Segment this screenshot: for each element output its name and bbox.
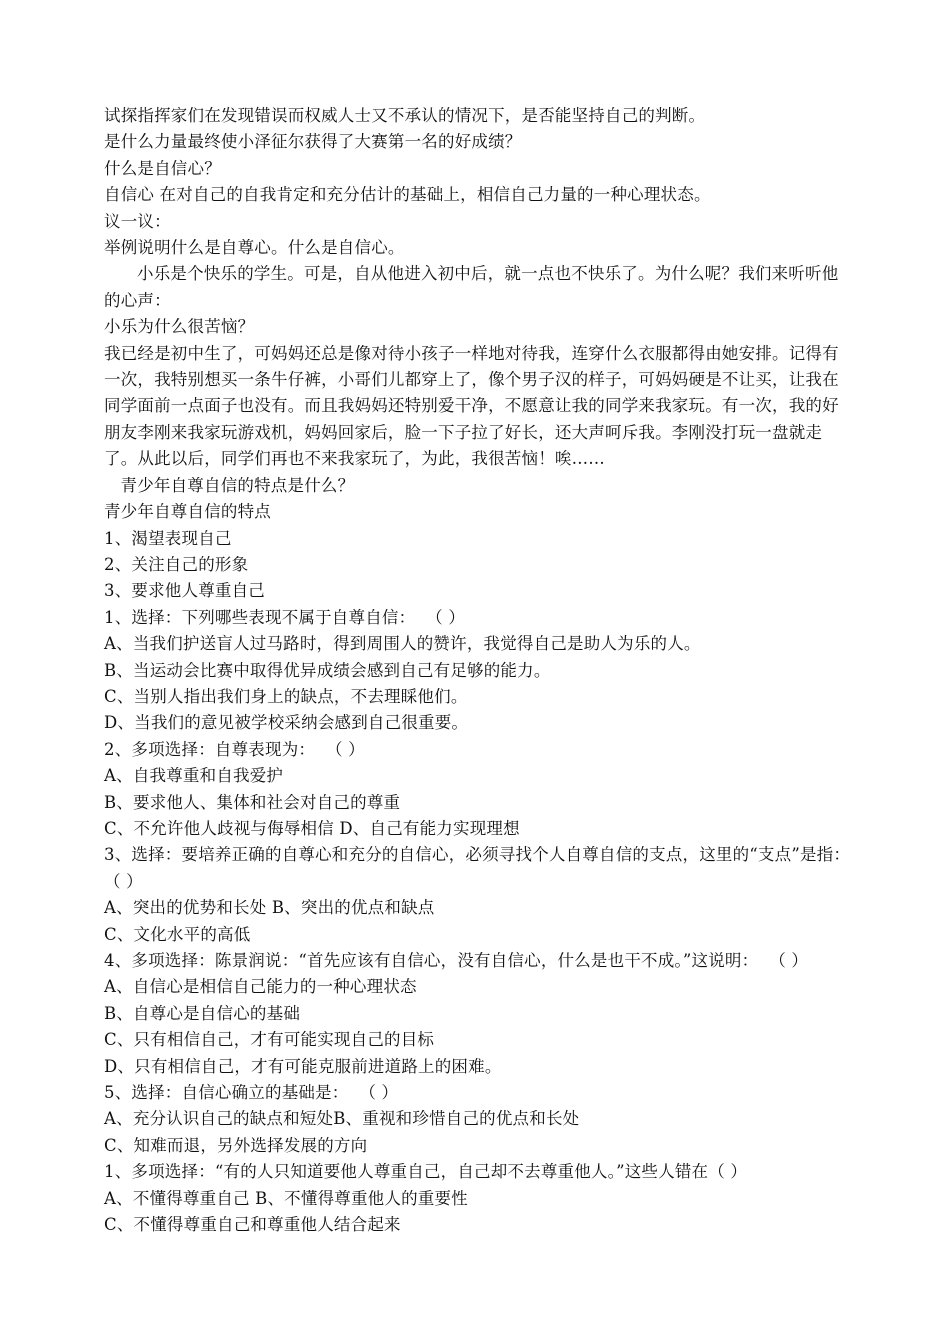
exercise-question: 1、多项选择：“有的人只知道要他人尊重自己，自己却不去尊重他人。”这些人错在（ ） xyxy=(104,1162,748,1182)
exercise-option: A、自信心是相信自己能力的一种心理状态 xyxy=(104,977,417,997)
exercise-option: A、突出的优势和长处 B、突出的优点和缺点 xyxy=(104,898,435,918)
list-item: 1、渴望表现自己 xyxy=(104,528,232,548)
exercise-question: 2、多项选择：自尊表现为： （ ） xyxy=(104,739,365,759)
exercise-option: C、文化水平的高低 xyxy=(104,924,251,944)
question: 青少年自尊自信的特点是什么？ xyxy=(120,475,355,495)
document-body xyxy=(104,103,861,1238)
exercise-option: B、当运动会比赛中取得优异成绩会感到自己有足够的能力。 xyxy=(104,660,551,680)
exercise-question: 4、多项选择：陈景润说：“首先应该有自信心，没有自信心，什么是也干不成。”这说明： （ ） xyxy=(104,951,809,970)
exercise-option: B、要求他人、集体和社会对自己的尊重 xyxy=(104,792,401,812)
exercise-option: B、自尊心是自信心的基础 xyxy=(104,1003,301,1023)
exercise-option: D、当我们的意见被学校采纳会感到自己很重要。 xyxy=(104,713,469,733)
heading: 什么是自信心？ xyxy=(104,158,221,178)
exercise-question: 5、选择：自信心确立的基础是： （ ） xyxy=(104,1083,399,1103)
definition: 自信心 在对自己的自我肯定和充分估计的基础上，相信自己力量的一种心理状态。 xyxy=(104,185,711,205)
exercise-option: D、只有相信自己，才有可能克服前进道路上的困难。 xyxy=(104,1056,502,1076)
paragraph: 举例说明什么是自尊心。什么是自信心。 xyxy=(104,238,405,258)
exercise-option: C、不懂得尊重自己和尊重他人结合起来 xyxy=(104,1215,401,1235)
exercise-option: C、只有相信自己，才有可能实现自己的目标 xyxy=(104,1030,435,1050)
exercise-option: A、不懂得尊重自己 B、不懂得尊重他人的重要性 xyxy=(104,1188,468,1208)
exercise-question: 3、选择：要培养正确的自尊心和充分的自信心，必须寻找个人自尊自信的支点，这里的“支点”是指： （ ） xyxy=(104,845,861,891)
exercise-option: A、自我尊重和自我爱护 xyxy=(104,766,284,786)
exercise-option: C、知难而退，另外选择发展的方向 xyxy=(104,1135,368,1155)
paragraph: 试探指挥家们在发现错误而权威人士又不承认的情况下，是否能坚持自己的判断。 xyxy=(104,106,706,125)
heading: 议一议： xyxy=(104,211,171,231)
exercise-question: 1、选择：下列哪些表现不属于自尊自信： （ ） xyxy=(104,607,466,627)
question: 是什么力量最终使小泽征尔获得了大赛第一名的好成绩？ xyxy=(104,132,522,152)
list-item: 2、关注自己的形象 xyxy=(104,554,249,574)
exercise-option: A、充分认识自己的缺点和短处B、重视和珍惜自己的优点和长处 xyxy=(104,1109,580,1129)
exercise-option: A、当我们护送盲人过马路时，得到周围人的赞许，我觉得自己是助人为乐的人。 xyxy=(104,634,701,654)
list-item: 3、要求他人尊重自己 xyxy=(104,581,265,601)
exercise-option: C、当别人指出我们身上的缺点，不去理睬他们。 xyxy=(104,686,468,706)
heading: 青少年自尊自信的特点 xyxy=(104,502,271,522)
question: 小乐为什么很苦恼？ xyxy=(104,317,255,337)
exercise-option: C、不允许他人歧视与侮辱相信 D、自己有能力实现理想 xyxy=(104,818,520,838)
story-text: 我已经是初中生了，可妈妈还总是像对待小孩子一样地对待我，连穿什么衣服都得由她安排。记得有一次，我特别想买一条牛仔裤，小哥们儿都穿上了，像个男子汉的样子，可妈妈硬是不让买，让我在同学面前一点面子也没有。而且我妈妈还特别爱干净，不愿意让我的同学来我家玩。有一次，我的好朋友李刚来我家玩游戏机，妈妈回家后，脸一下子拉了好长，还大声呵斥我。李刚没打玩一盘就走了。从此以后，同学们再也不来我家玩了，为此，我很苦恼！唉…… xyxy=(104,343,839,469)
story-intro: 小乐是个快乐的学生。可是，自从他进入初中后，就一点也不快乐了。为什么呢？我们来听听他的心声： xyxy=(104,264,839,310)
